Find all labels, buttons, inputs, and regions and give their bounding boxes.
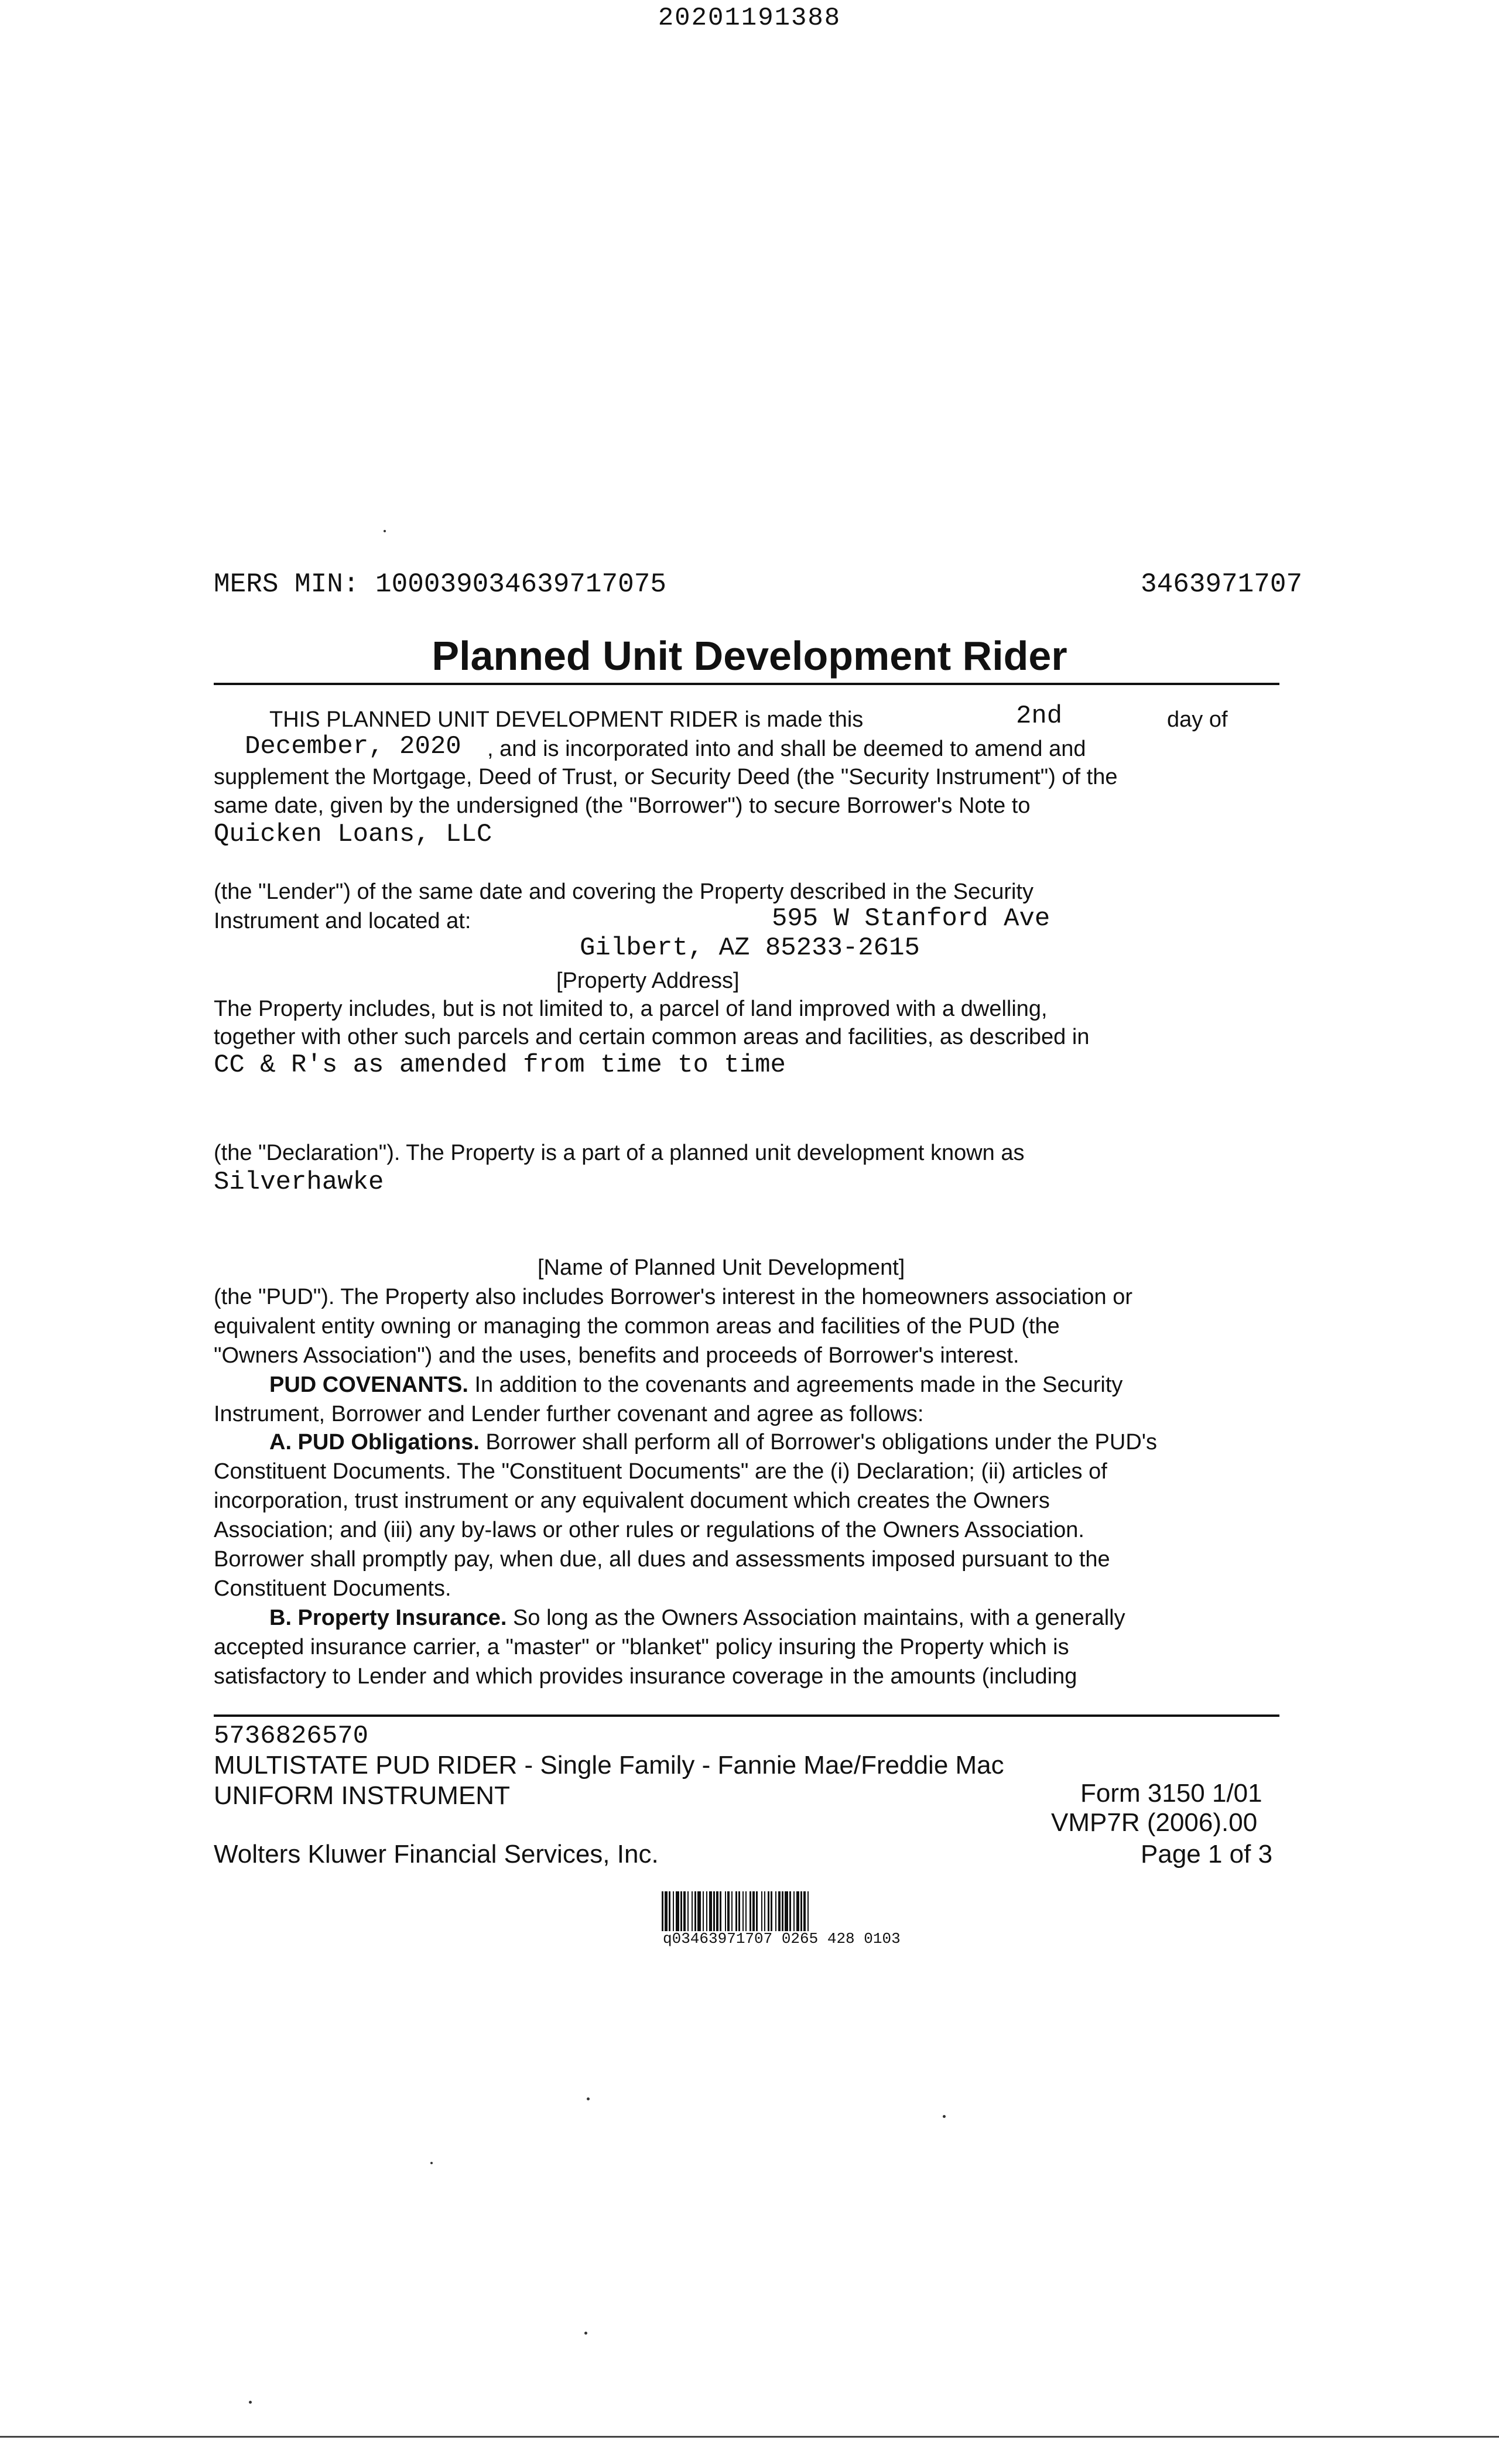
barcode-bar — [761, 1891, 762, 1931]
body-line: incorporation, trust instrument or any equivalent document which creates the Owners — [214, 1488, 1050, 1513]
body-line: (the "Declaration"). The Property is a part of a planned unit development known as — [214, 1141, 1025, 1165]
pud-obligations-heading: A. PUD Obligations. — [269, 1430, 480, 1455]
body-line: satisfactory to Lender and which provides insurance coverage in the amounts (including — [214, 1664, 1077, 1689]
day-value: 2nd — [1016, 701, 1063, 731]
barcode-bar — [673, 1891, 674, 1931]
property-address-line1: 595 W Stanford Ave — [772, 904, 1050, 933]
barcode-bar — [775, 1891, 776, 1931]
property-insurance-paragraph — [269, 1606, 1125, 1631]
pud-name-label: [Name of Planned Unit Development] — [538, 1255, 905, 1280]
barcode-bar — [735, 1891, 737, 1931]
barcode-bar — [752, 1891, 755, 1931]
covenants-paragraph — [269, 1373, 1122, 1398]
pud-obligations-text: Borrower shall perform all of Borrower's obligations under the PUD's — [479, 1430, 1158, 1455]
footer-uniform: UNIFORM INSTRUMENT — [214, 1781, 510, 1810]
body-line: equivalent entity owning or managing the common areas and facilities of the PUD (the — [214, 1314, 1060, 1339]
barcode-bar — [768, 1891, 769, 1931]
barcode-bar — [782, 1891, 783, 1931]
property-address-label: [Property Address] — [556, 969, 740, 993]
body-line: together with other such parcels and certain common areas and facilities, as described in — [214, 1025, 1090, 1049]
covenants-heading: PUD COVENANTS. — [269, 1373, 468, 1397]
intro-lead: THIS PLANNED UNIT DEVELOPMENT RIDER is made this — [269, 707, 864, 732]
barcode-bar — [803, 1891, 806, 1931]
body-line: The Property includes, but is not limited to, a parcel of land improved with a dwelling, — [214, 997, 1048, 1021]
footer-vmp: VMP7R (2006).00 — [1051, 1808, 1258, 1837]
barcode-bar — [716, 1891, 718, 1931]
barcode-bar — [800, 1891, 802, 1931]
body-line: Instrument, Borrower and Lender further covenant and agree as follows: — [214, 1402, 924, 1426]
footer-rule — [214, 1714, 1279, 1717]
recording-number: 20201191388 — [658, 4, 841, 33]
barcode-bar — [669, 1891, 670, 1931]
barcode-bar — [662, 1891, 663, 1931]
scan-speck — [584, 2332, 587, 2335]
barcode-bar — [771, 1891, 772, 1931]
footer-page: Page 1 of 3 — [1141, 1840, 1273, 1868]
date-value: December, 2020 — [245, 732, 461, 761]
body-line: "Owners Association") and the uses, benefits and proceeds of Borrower's interest. — [214, 1343, 1019, 1368]
property-insurance-heading: B. Property Insurance. — [269, 1606, 507, 1630]
footer-form-title: MULTISTATE PUD RIDER - Single Family - Fannie Mae/Freddie Mac — [214, 1751, 1004, 1779]
property-insurance-text: So long as the Owners Association maintains, with a generally — [506, 1606, 1125, 1630]
barcode-bar — [676, 1891, 679, 1931]
body-line: Association; and (iii) any by-laws or other rules or regulations of the Owners Association. — [214, 1518, 1084, 1542]
barcode-bar — [750, 1891, 751, 1931]
pud-obligations-paragraph — [269, 1430, 1157, 1455]
body-line: Borrower shall promptly pay, when due, all dues and assessments imposed pursuant to the — [214, 1547, 1110, 1572]
barcode-bar — [665, 1891, 668, 1931]
body-line: Constituent Documents. The "Constituent Documents" are the (i) Declaration; (ii) articles of — [214, 1459, 1107, 1484]
scan-speck — [943, 2115, 946, 2118]
barcode-bar — [785, 1891, 788, 1931]
day-of-label: day of — [1167, 707, 1228, 732]
barcode-bar — [683, 1891, 686, 1931]
document-title: Planned Unit Development Rider — [432, 633, 1067, 679]
intro-continued: , and is incorporated into and shall be deemed to amend and — [487, 737, 1086, 761]
lender-name: Quicken Loans, LLC — [214, 820, 492, 849]
barcode — [662, 1891, 1083, 1931]
barcode-bar — [687, 1891, 689, 1931]
loan-number: 3463971707 — [1141, 569, 1303, 600]
barcode-bar — [720, 1891, 721, 1931]
body-line: (the "Lender") of the same date and covering the Property described in the Security — [214, 879, 1033, 904]
body-line: Instrument and located at: — [214, 909, 471, 933]
title-rule — [214, 683, 1279, 685]
body-line: accepted insurance carrier, a "master" or "blanket" policy insuring the Property which is — [214, 1635, 1069, 1659]
barcode-bar — [680, 1891, 682, 1931]
barcode-bar — [778, 1891, 781, 1931]
scan-speck — [430, 2162, 433, 2164]
footer-doc-id: 5736826570 — [214, 1722, 369, 1751]
barcode-bar — [793, 1891, 795, 1931]
barcode-bar — [725, 1891, 726, 1931]
covenants-text: In addition to the covenants and agreements made in the Security — [468, 1373, 1123, 1397]
property-address-line2: Gilbert, AZ 85233-2615 — [580, 933, 920, 963]
barcode-bar — [764, 1891, 765, 1931]
scan-edge-line — [0, 2436, 1499, 2438]
body-line: Constituent Documents. — [214, 1576, 451, 1601]
barcode-text: q03463971707 0265 428 0103 — [663, 1930, 901, 1948]
mers-min: MERS MIN: 100039034639717075 — [214, 569, 666, 600]
scan-speck — [384, 530, 386, 532]
body-line: supplement the Mortgage, Deed of Trust, or Security Deed (the "Security Instrument") of the — [214, 765, 1118, 789]
barcode-bar — [796, 1891, 799, 1931]
declaration-value: CC & R's as amended from time to time — [214, 1050, 786, 1080]
barcode-bar — [807, 1891, 809, 1931]
barcode-bar — [703, 1891, 704, 1931]
barcode-bar — [738, 1891, 740, 1931]
body-line: same date, given by the undersigned (the "Borrower") to secure Borrower's Note to — [214, 793, 1031, 818]
barcode-bar — [694, 1891, 696, 1931]
barcode-bar — [745, 1891, 747, 1931]
barcode-bar — [789, 1891, 791, 1931]
barcode-bar — [709, 1891, 712, 1931]
barcode-bar — [697, 1891, 701, 1931]
barcode-bar — [706, 1891, 707, 1931]
barcode-bar — [713, 1891, 715, 1931]
barcode-bar — [727, 1891, 730, 1931]
barcode-bar — [692, 1891, 693, 1931]
barcode-bar — [742, 1891, 744, 1931]
barcode-bar — [731, 1891, 733, 1931]
footer-form-number: Form 3150 1/01 — [1080, 1779, 1262, 1808]
barcode-bar — [756, 1891, 758, 1931]
footer-publisher: Wolters Kluwer Financial Services, Inc. — [214, 1840, 659, 1868]
body-line: (the "PUD"). The Property also includes Borrower's interest in the homeowners association or — [214, 1285, 1133, 1309]
pud-name: Silverhawke — [214, 1168, 384, 1197]
scan-speck — [587, 2097, 590, 2100]
scan-speck — [249, 2401, 252, 2404]
